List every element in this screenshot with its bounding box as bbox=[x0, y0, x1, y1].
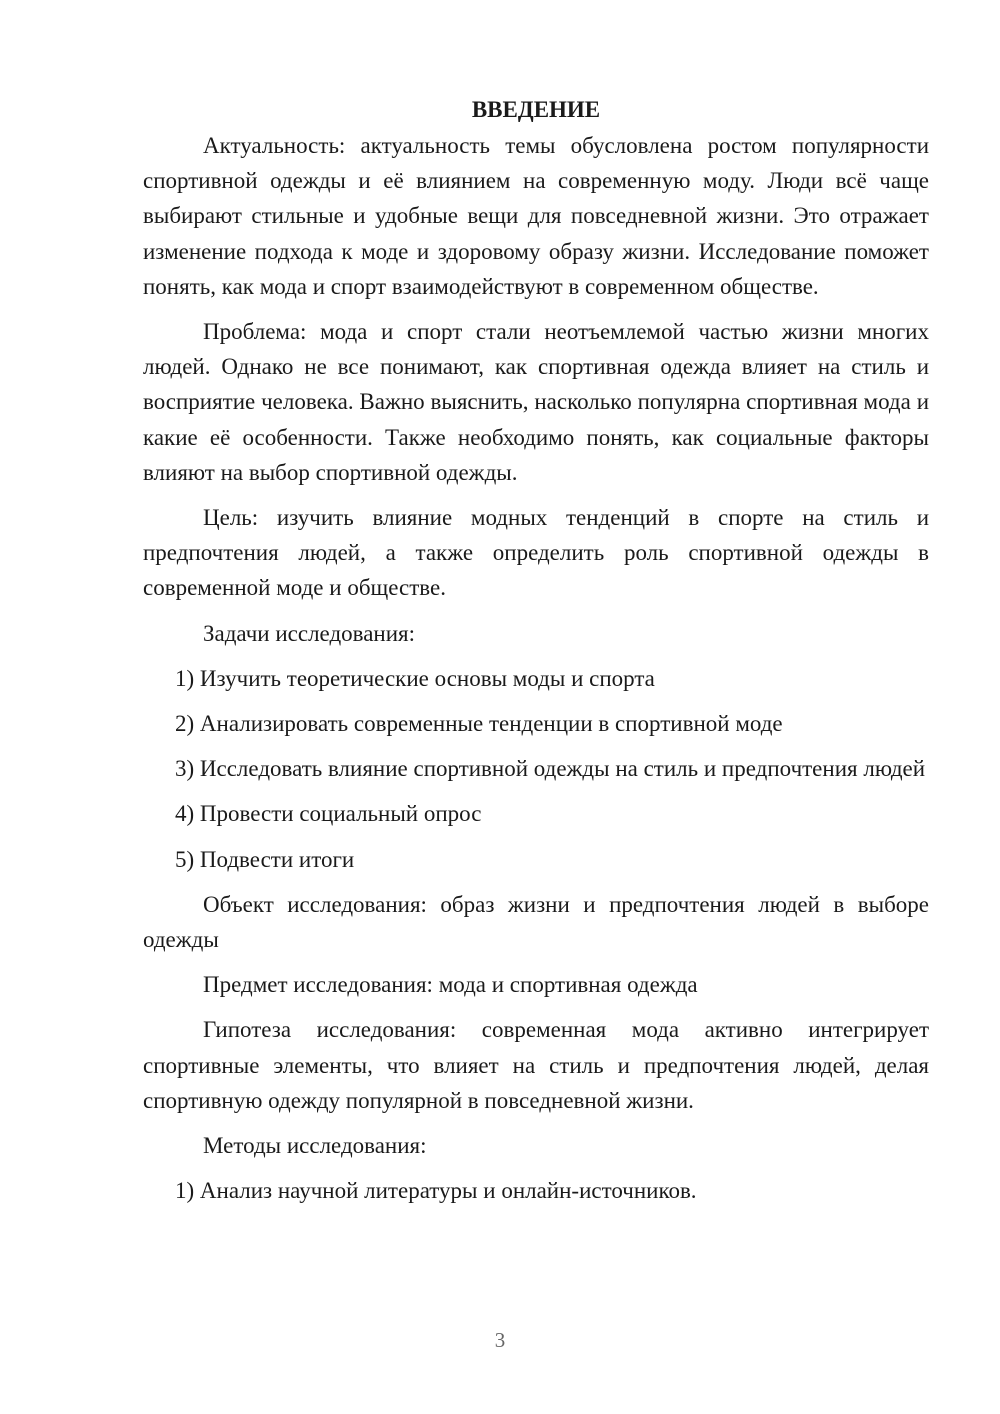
page-number: 3 bbox=[494, 1328, 506, 1352]
task-item-4: 4) Провести социальный опрос bbox=[175, 801, 482, 827]
task-item-1: 1) Изучить теоретические основы моды и спорта bbox=[175, 665, 655, 691]
hypothesis-paragraph: Гипотеза исследования: современная мода активно интегрирует спортивные элементы, что влияет на стиль и предпочтения людей, делая спортивную одежду популярной в повседневной жизни. bbox=[143, 1017, 929, 1113]
section-title: ВВЕДЕНИЕ bbox=[471, 97, 601, 122]
task-item-3: 3) Исследовать влияние спортивной одежды на стиль и предпочтения людей bbox=[175, 756, 926, 782]
document-page bbox=[143, 92, 929, 1218]
task-item-2: 2) Анализировать современные тенденции в спортивной моде bbox=[175, 711, 783, 737]
task-item-5: 5) Подвести итоги bbox=[175, 846, 355, 872]
goal-paragraph: Цель: изучить влияние модных тенденций в спорте на стиль и предпочтения людей, а также определить роль спортивной одежды в современной моде и обществе. bbox=[143, 505, 929, 601]
problem-paragraph: Проблема: мода и спорт стали неотъемлемой частью жизни многих людей. Однако не все понимают, как спортивная одежда влияет на стиль и восприятие человека. Важно выяснить, насколько популярна спортивная мода и какие её особенности. Также необходимо понять, как социальные факторы влияют на выбор спортивной одежды. bbox=[143, 319, 929, 485]
methods-heading: Методы исследования: bbox=[203, 1133, 427, 1159]
relevance-paragraph: Актуальность: актуальность темы обусловлена ростом популярности спортивной одежды и её влиянием на современную моду. Люди всё чаще выбирают стильные и удобные вещи для повседневной жизни. Это отражает изменение подхода к моде и здоровому образу жизни. Исследование поможет понять, как мода и спорт взаимодействуют в современном обществе. bbox=[143, 133, 929, 299]
object-paragraph: Объект исследования: образ жизни и предпочтения людей в выборе одежды bbox=[143, 891, 929, 953]
subject-paragraph: Предмет исследования: мода и спортивная одежда bbox=[203, 972, 698, 998]
method-item-1: 1) Анализ научной литературы и онлайн-источников. bbox=[175, 1178, 697, 1204]
tasks-heading: Задачи исследования: bbox=[203, 620, 416, 646]
